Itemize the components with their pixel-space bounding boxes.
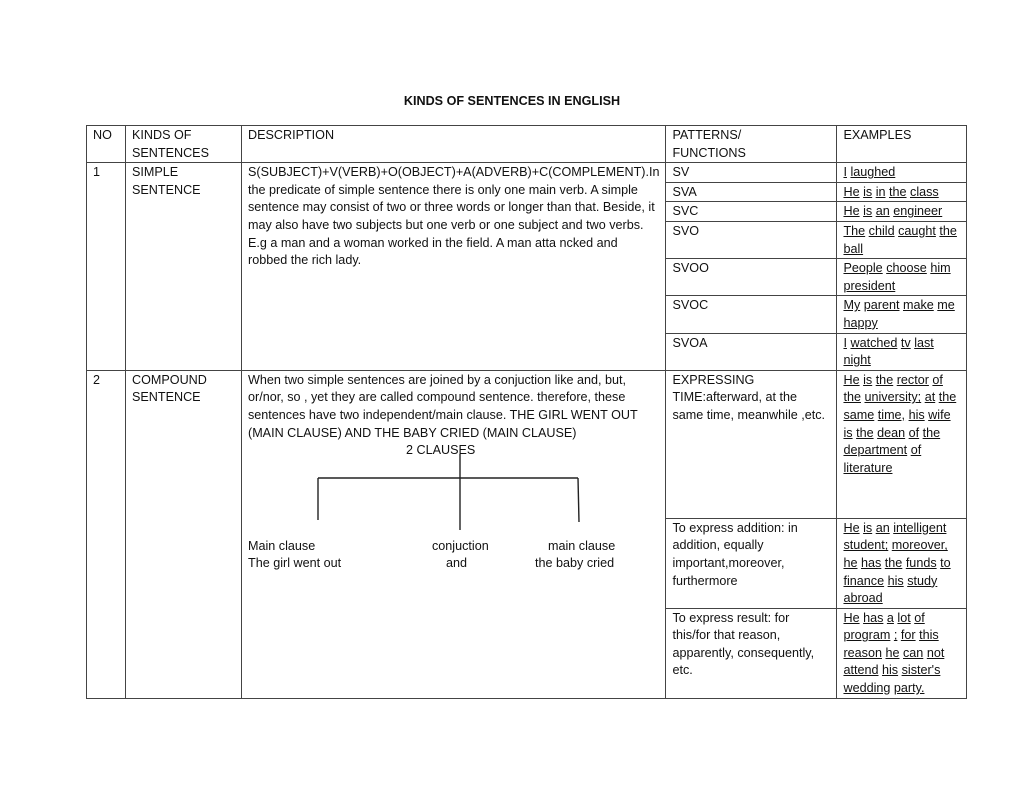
example-word: is (863, 184, 873, 199)
example-word: caught (898, 223, 936, 238)
example-word: reason (843, 645, 882, 660)
example-word: funds (905, 555, 937, 570)
function-cell: To express addition: in addition, equally important,moreover, furthermore (666, 518, 837, 608)
example-word: same (843, 407, 875, 422)
table-row (87, 163, 967, 183)
example-word: program (843, 628, 891, 643)
compound-kind (126, 370, 242, 698)
example-word: engineer (893, 204, 943, 219)
table-row (87, 370, 967, 518)
example-word: sister's (901, 663, 941, 678)
example-word: He (843, 204, 860, 219)
example-word: literature (843, 460, 893, 475)
example-word: has (860, 555, 882, 570)
example-word: My (843, 298, 861, 313)
example-word: laughed (850, 165, 896, 180)
example-word: abroad (843, 591, 883, 606)
example-word: party. (893, 681, 925, 696)
example-word: the (939, 223, 957, 238)
pattern-cell: SV (666, 163, 837, 183)
simple-kind-line1: SIMPLE (132, 165, 179, 180)
header-patterns-line2: FUNCTIONS (672, 145, 746, 160)
example-word: university; (864, 390, 922, 405)
simple-kind-line2: SENTENCE (132, 182, 201, 197)
header-no: NO (87, 126, 126, 163)
example-word: has (863, 610, 884, 625)
example-word: ; (893, 628, 898, 643)
example-word: of (908, 425, 920, 440)
example-word: me (937, 298, 955, 313)
example-word: time, (877, 407, 906, 422)
example-word: department (843, 443, 908, 458)
sentences-table (86, 125, 967, 699)
example-word: the (938, 390, 957, 405)
example-word: He (843, 184, 860, 199)
pattern-cell: SVO (666, 221, 837, 258)
example-word: People (843, 261, 883, 276)
compound-kind-line1: COMPOUND (132, 372, 207, 387)
example-word: child (868, 223, 895, 238)
example-cell (837, 296, 967, 333)
example-word: of (914, 610, 925, 625)
compound-description: When two simple sentences are joined by a conjuction like and, but, or/nor, so , yet they are called compound sentence. therefore, these sentences have two independent/main clause. THE GIRL WENT OUT (MAIN CLAUSE) AND THE BABY CRIED (MAIN CLAUSE) (248, 372, 638, 440)
example-cell (837, 202, 967, 222)
example-word: can (903, 645, 924, 660)
pattern-cell: SVOO (666, 259, 837, 296)
function-cell: To express result: for this/for that reason, apparently, consequently, etc. (666, 608, 837, 698)
example-word: He (843, 610, 860, 625)
example-word: ball (843, 241, 864, 256)
example-word: in (875, 184, 886, 199)
example-cell (837, 370, 967, 518)
simple-description: S(SUBJECT)+V(VERB)+O(OBJECT)+A(ADVERB)+C(COMPLEMENT).In the predicate of simple sentence there is only one main verb. A simple sentence may consist of two or three words or longer than that. Beside, it may also have two subjects but one verb or one subject and two verbs. E.g a man and a woman worked in the field. A man atta ncked and robbed the rich lady. (242, 163, 666, 371)
example-word: choose (886, 261, 927, 276)
example-word: at (924, 390, 936, 405)
example-word: dean (877, 425, 906, 440)
pattern-cell: SVOA (666, 333, 837, 370)
compound-kind-line2: SENTENCE (132, 390, 201, 405)
example-cell (837, 221, 967, 258)
example-word: of (910, 443, 922, 458)
example-cell (837, 182, 967, 202)
example-word: the (922, 425, 941, 440)
table-header-row (87, 126, 967, 163)
simple-no: 1 (87, 163, 126, 371)
example-word: intelligent (893, 520, 947, 535)
diagram-left-value: The girl went out (248, 556, 342, 571)
example-word: not (926, 645, 945, 660)
diagram-mid-label: conjuction (432, 539, 489, 554)
example-word: watched (850, 335, 898, 350)
diagram-mid-value: and (446, 556, 468, 571)
example-word: tv (900, 335, 911, 350)
compound-no: 2 (87, 370, 126, 698)
pattern-cell: SVOC (666, 296, 837, 333)
example-word: he (885, 645, 900, 660)
header-patterns (666, 126, 837, 163)
header-kinds-line2: SENTENCES (132, 145, 209, 160)
compound-description-cell (242, 370, 666, 698)
example-word: study (907, 573, 938, 588)
example-word: I (843, 165, 847, 180)
example-cell (837, 163, 967, 183)
example-word: happy (843, 315, 878, 330)
example-word: him (930, 261, 951, 276)
example-word: his (881, 663, 899, 678)
example-word: this (919, 628, 939, 643)
example-word: his (887, 573, 904, 588)
example-word: the (875, 372, 894, 387)
example-word: wedding (843, 681, 891, 696)
example-word: parent (863, 298, 900, 313)
example-word: the (884, 555, 903, 570)
example-word: the (856, 425, 874, 440)
clause-diagram (248, 442, 626, 662)
header-kinds (126, 126, 242, 163)
example-word: is (863, 372, 873, 387)
diagram-right-label: main clause (548, 539, 616, 554)
example-word: president (843, 278, 896, 293)
example-word: lot (897, 610, 911, 625)
example-word: make (902, 298, 934, 313)
example-word: is (863, 520, 873, 535)
header-patterns-line1: PATTERNS/ (672, 128, 742, 142)
example-word: He (843, 520, 860, 535)
diagram-right-value: the baby cried (535, 556, 615, 571)
pattern-cell: SVC (666, 202, 837, 222)
example-word: rector (896, 372, 929, 387)
example-word: he (843, 555, 858, 570)
example-word: attend (843, 663, 879, 678)
example-word: for (900, 628, 916, 643)
example-word: a (886, 610, 894, 625)
example-word: is (863, 204, 873, 219)
example-word: class (910, 184, 939, 199)
example-word: an (875, 520, 890, 535)
example-word: I (843, 335, 847, 350)
example-cell (837, 333, 967, 370)
example-word: night (843, 353, 871, 368)
simple-kind (126, 163, 242, 371)
example-word: last (914, 335, 934, 350)
diagram-lines (248, 442, 626, 542)
example-word: of (932, 372, 943, 387)
example-word: The (843, 223, 866, 238)
example-word: an (875, 204, 890, 219)
diagram-top-label: 2 CLAUSES (406, 443, 476, 458)
example-word: his (908, 407, 925, 422)
example-word: moreover, (891, 538, 948, 553)
function-cell: EXPRESSING TIME:afterward, at the same time, meanwhile ,etc. (666, 370, 837, 518)
pattern-cell: SVA (666, 182, 837, 202)
header-description: DESCRIPTION (242, 126, 666, 163)
example-word: the (889, 184, 907, 199)
example-word: is (843, 425, 853, 440)
example-cell (837, 518, 967, 608)
example-cell (837, 608, 967, 698)
document-title: KINDS OF SENTENCES IN ENGLISH (403, 94, 621, 108)
example-word: wife (928, 407, 951, 422)
example-word: He (843, 372, 860, 387)
example-word: to (940, 555, 951, 570)
example-word: finance (843, 573, 885, 588)
example-cell (837, 259, 967, 296)
example-word: student; (843, 538, 889, 553)
header-kinds-line1: KINDS OF (132, 128, 192, 142)
diagram-left-label: Main clause (248, 539, 316, 554)
example-word: the (843, 390, 861, 405)
header-examples: EXAMPLES (837, 126, 967, 163)
